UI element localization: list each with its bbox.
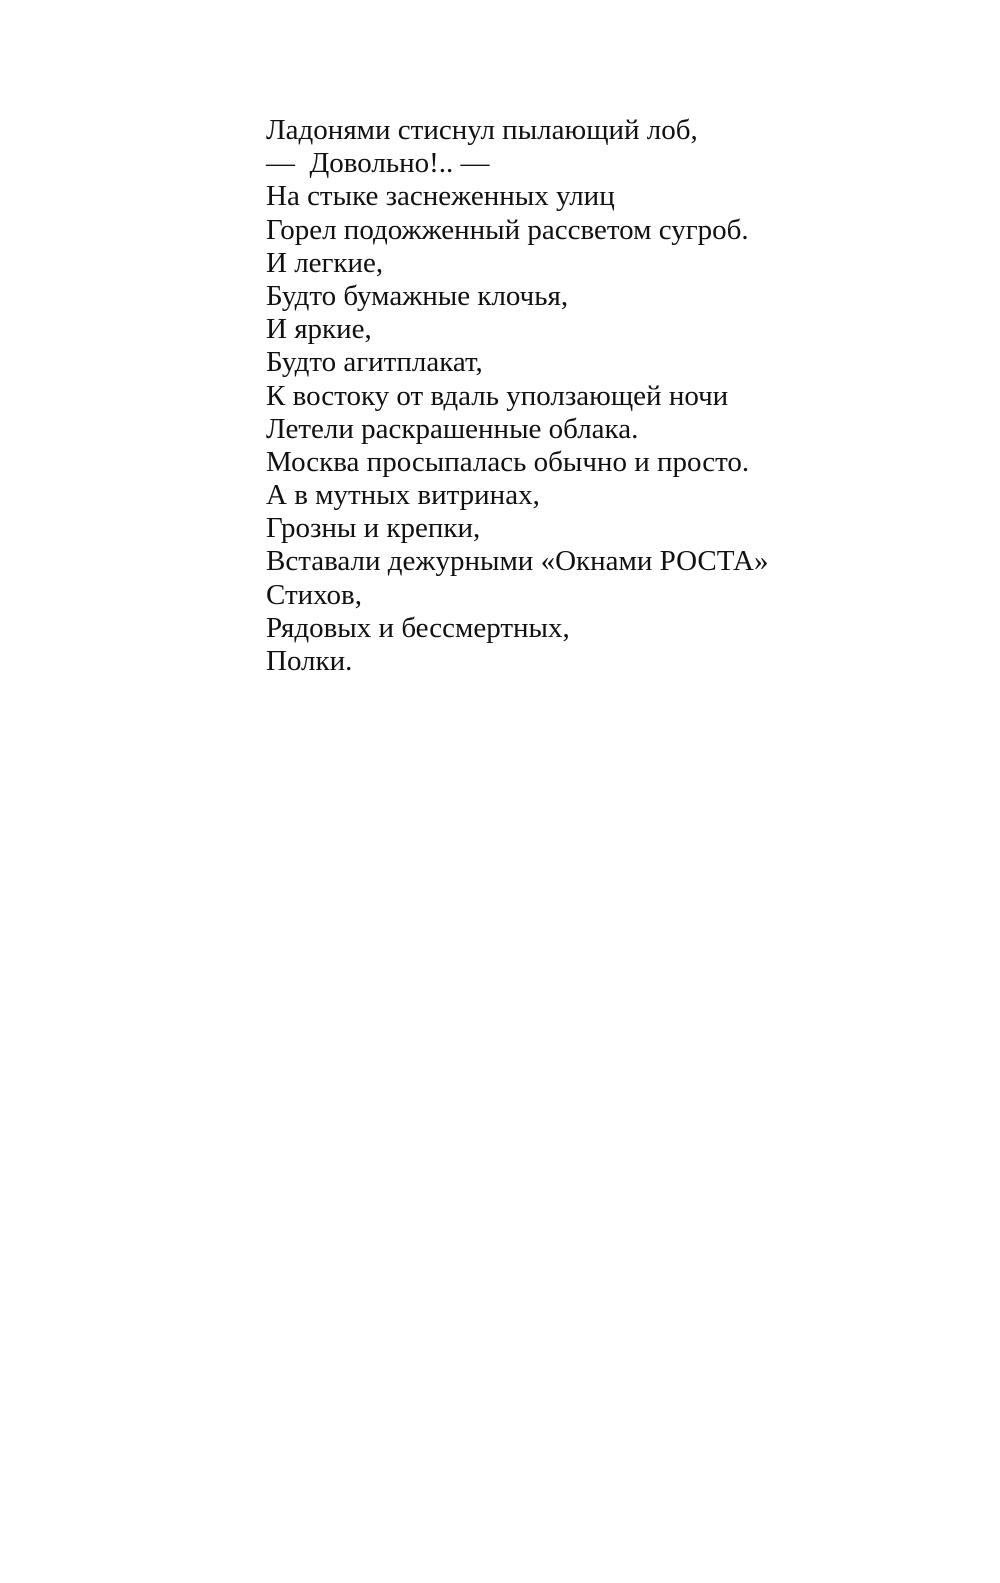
poem-line: А в мутных витринах, xyxy=(266,479,540,512)
poem-line: И яркие, xyxy=(266,313,372,346)
poem-line: На стыке заснеженных улиц xyxy=(266,180,615,213)
poem-line: — Довольно!.. — xyxy=(266,147,490,180)
poem-line: Грозны и крепки, xyxy=(266,512,481,545)
poem-line: Ладонями стиснул пылающий лоб, xyxy=(266,114,698,146)
poem-line: Полки. xyxy=(266,645,353,677)
poem-line: Горел подожженный рассветом сугроб. xyxy=(266,213,749,246)
poem-line: Будто агитплакат, xyxy=(266,346,483,379)
poem-line: И легкие, xyxy=(266,246,384,279)
poem-line: Летели раскрашенные облака. xyxy=(266,412,639,445)
poem-line: Вставали дежурными «Окнами РОСТА» xyxy=(266,545,769,578)
poem-line: Рядовых и бессмертных, xyxy=(266,611,570,644)
poem-line: Будто бумажные клочья, xyxy=(266,279,569,312)
poem-line: К востоку от вдаль уползающей ночи xyxy=(266,379,729,412)
poem-line: Москва просыпалась обычно и просто. xyxy=(266,445,750,478)
poem-stanza xyxy=(266,114,768,678)
poem-line: Стихов, xyxy=(266,578,362,611)
